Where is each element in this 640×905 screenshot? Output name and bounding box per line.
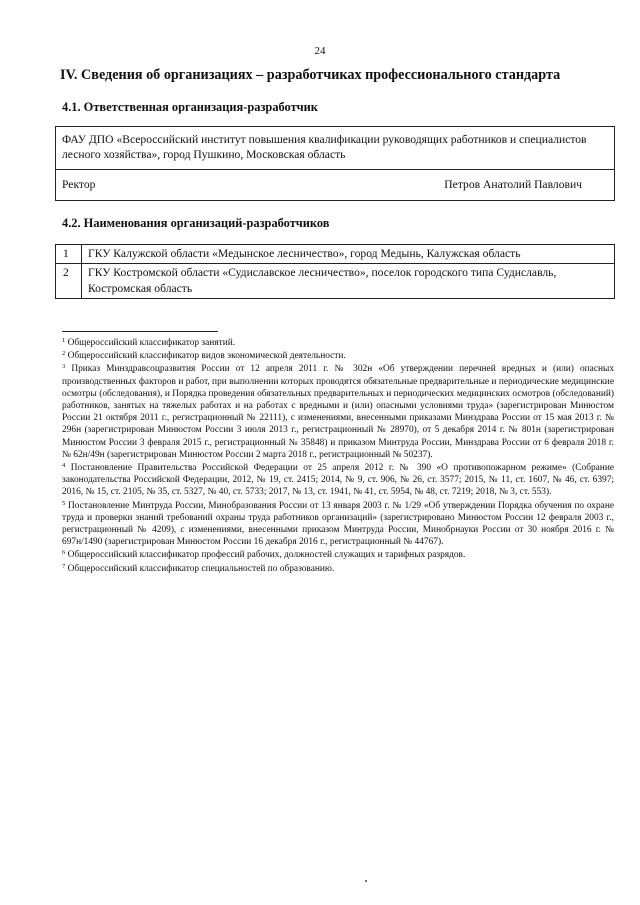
responsible-org-heading: 4.1. Ответственная организация-разработчик: [62, 100, 318, 114]
developer-orgs-table: [55, 244, 615, 299]
footnote-mark: 1: [62, 337, 66, 344]
footnote-separator: [62, 331, 218, 332]
footnote-mark: 4: [62, 462, 66, 470]
signatory-role: Ректор: [62, 178, 96, 191]
footnote: [62, 363, 614, 461]
signatory-name: Петров Анатолий Павлович: [444, 178, 582, 191]
footnote: [62, 462, 614, 499]
footnotes: [62, 337, 614, 576]
footnote-mark: 6: [62, 549, 66, 557]
developer-org-name: ГКУ Костромской области «Судиславское лесничество», поселок городского типа Судиславль, Костромская область: [82, 264, 615, 299]
page-number: 24: [314, 45, 326, 57]
responsible-org-name: ФАУ ДПО «Всероссийский институт повышения квалификации руководящих работников и специалистов лесного хозяйства», город Пушкино, Московская область: [56, 127, 615, 170]
footnote: [62, 350, 614, 362]
scan-speck: [365, 880, 367, 882]
footnote: [62, 549, 614, 561]
footnote-text: Постановление Минтруда России, Минобразования России от 13 января 2003 г. № 1/29 «Об утверждении Порядка обучения по охране труда и проверки знаний требований охраны труда работников организаций» (зарегистрировано Минюстом России 12 февраля 2003 г., регистрационный № 4209), с изменениями, внесенными приказом Минтруда России, Минобрнауки России от 30 ноября 2016 г. № 697н/1490 (зарегистрирован Минюстом России 16 декабря 2016 г., регистрационный № 44767).: [62, 500, 615, 548]
footnote-text: Общероссийский классификатор специальностей по образованию.: [67, 563, 335, 574]
responsible-org-signatory-cell: [56, 170, 615, 201]
footnote-text: Общероссийский классификатор видов экономической деятельности.: [67, 351, 346, 362]
table-row: [56, 245, 615, 264]
responsible-org-table: [55, 126, 615, 201]
footnote-text: Общероссийский классификатор занятий.: [67, 338, 236, 348]
footnote-text: Постановление Правительства Российской Федерации от 25 апреля 2012 г. № 390 «О противопожарном режиме» (Собрание законодательства Российской Федерации, 2012, № 19, ст. 2415; 2014, № 9, ст. 906, № 26, ст. 3577; 2015, № 11, ст. 1607, № 46, ст. 6397; 2016, № 15, ст. 2105, № 35, ст. 5327, № 40, ст. 5733; 2017, № 13, ст. 1941, № 41, ст. 5954, № 48, ст. 7219; 2018, № 3, ст. 553).: [62, 463, 615, 498]
footnote-text: Приказ Минздравсоцразвития России от 12 апреля 2011 г. № 302н «Об утверждении перечней вредных и (или) опасных производственных факторов и работ, при выполнении которых проводятся обязательные предварительные и периодические медицинские осмотры (обследования), и Порядка проведения обязательных предварительных и периодических медицинских осмотров (обследований) работников, занятых на тяжелых работах и на работах с вредными и (или) опасными условиями труда» (зарегистрирован Минюстом России 21 октября 2011 г., регистрационный № 22111), с изменениями, внесенными приказами Минздрава России от 15 мая 2013 г. № 296н (зарегистрирован Минюстом России 3 июля 2013 г., регистрационный № 28970), от 5 декабря 2014 г. № 801н (зарегистрирован Минюстом России 3 февраля 2015 г., регистрационный № 35848) и приказом Минтруда России, Минздрава России от 6 февраля 2018 г. № 62н/49н (зарегистрирован Минюстом России 2 марта 2018 г., регистрационный № 50237).: [62, 364, 615, 460]
footnote-mark: 5: [62, 499, 66, 507]
section-title: IV. Сведения об организациях – разработчиках профессионального стандарта: [60, 67, 561, 83]
developer-org-name: ГКУ Калужской области «Медынское лесничество», город Медынь, Калужская область: [82, 245, 615, 264]
developer-org-number: 1: [56, 245, 82, 264]
footnote-mark: 3: [62, 363, 66, 371]
footnote-text: Общероссийский классификатор профессий рабочих, должностей служащих и тарифных разрядов.: [67, 550, 466, 561]
footnote: [62, 563, 614, 575]
footnote-mark: 2: [62, 350, 66, 358]
footnote: [62, 337, 614, 349]
footnote-mark: 7: [62, 562, 66, 570]
developer-org-number: 2: [56, 264, 82, 299]
footnote: [62, 500, 614, 549]
developer-orgs-heading: 4.2. Наименования организаций-разработчиков: [62, 216, 330, 230]
table-row: [56, 264, 615, 299]
